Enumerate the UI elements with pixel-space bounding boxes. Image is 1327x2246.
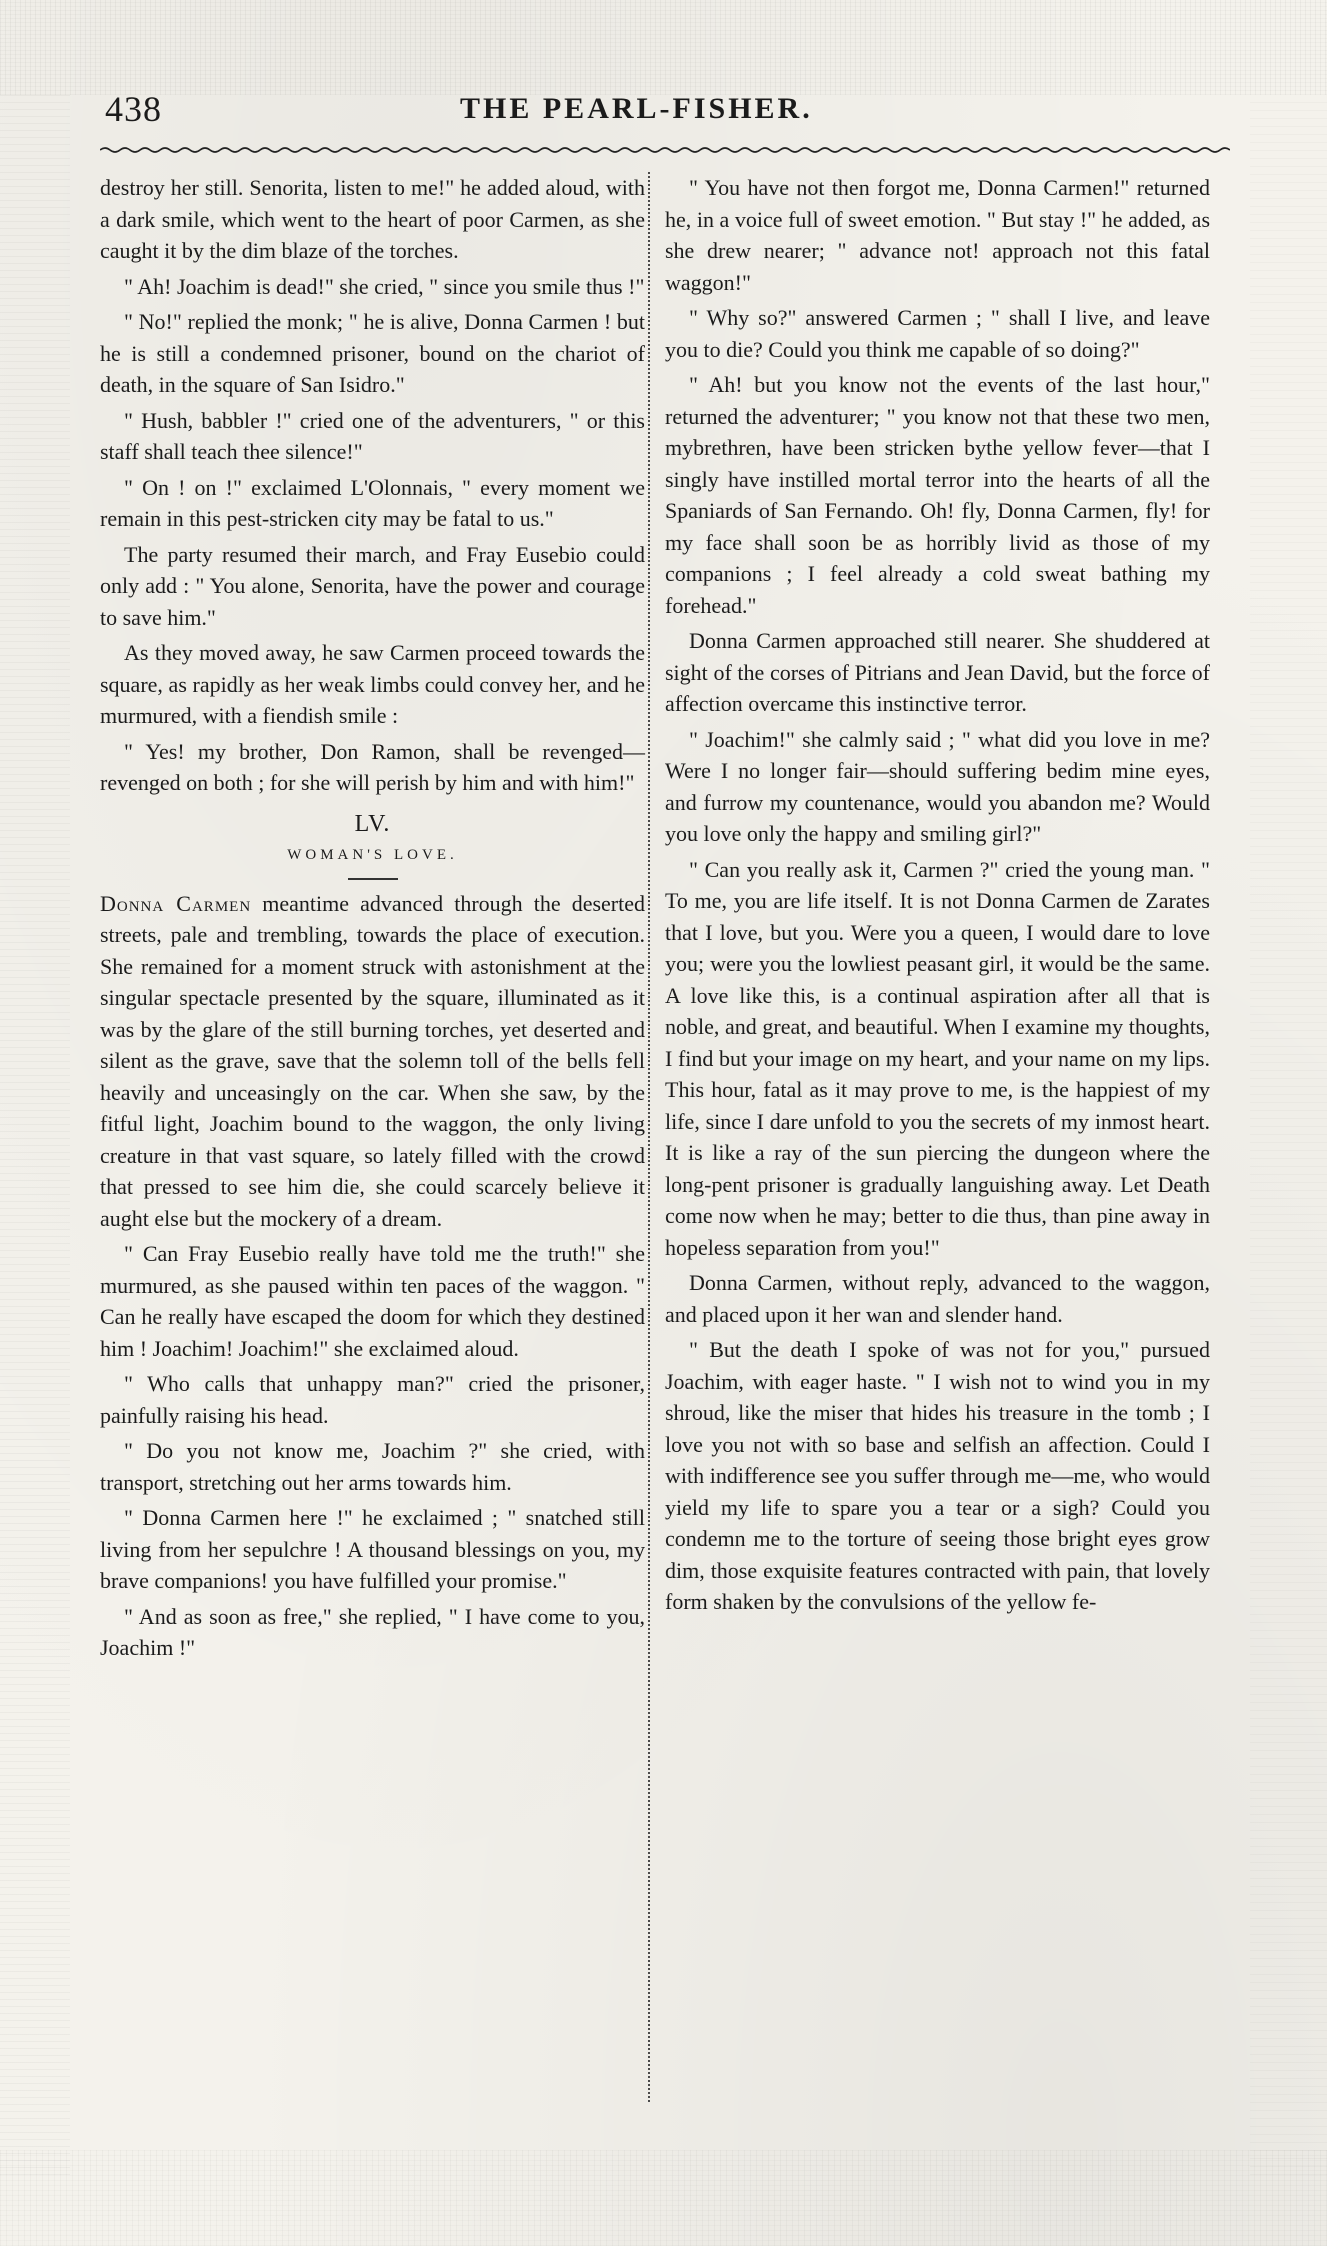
- paragraph: " No!" replied the monk; " he is alive, Donna Carmen ! but he is still a condemned prisoner, bound on the chariot of death, in the square of San Isidro.": [100, 309, 645, 397]
- right-column: [665, 172, 1210, 1622]
- paragraph: " And as soon as free," she replied, " I have come to you, Joachim !": [100, 1603, 645, 1660]
- paragraph: " Ah! Joachim is dead!" she cried, " since you smile thus !": [124, 273, 645, 299]
- paragraph: " Can you really ask it, Carmen ?" cried the young man. " To me, you are life itself. It is not Donna Carmen de Zarates that I love, but you. Were you a queen, I would dare to love you; were you the lowliest peasant girl, it would be the same. A love like this, is a continual aspiration after all that is noble, and great, and beautiful. When I examine my thoughts, I find but your image on my heart, and your name on my lips. This hour, fatal as it may prove to me, is the happiest of my life, since I dare unfold to you the secrets of my inmost heart. It is like a ray of the sun piercing the dungeon where the long-pent prisoner is gradually languishing away. Let Death come now when he may; better to die thus, than pine away in hopeless separation from you!": [665, 856, 1210, 1260]
- chapter-opening-text: meantime advanced through the deserted streets, pale and trembling, towards the place of execution. She remained for a moment struck with astonishment at the singular spectacle presented by the square, illuminated as it was by the glare of the still burning torches, yet deserted and silent as the grave, save that the solemn toll of the bells fell heavily and unceasingly on the car. When she saw, by the fitful light, Joachim bound to the waggon, the only living creature in that vast square, so lately filled with the crowd that pressed to see him die, she could scarcely believe it aught else but the mockery of a dream.: [100, 890, 645, 1231]
- chapter-title: WOMAN'S LOVE.: [287, 847, 458, 863]
- paragraph: " On ! on !" exclaimed L'Olonnais, " every moment we remain in this pest-stricken city may be fatal to us.": [100, 474, 645, 531]
- paragraph: " Donna Carmen here !" he exclaimed ; " snatched still living from her sepulchre ! A thousand blessings on you, my brave companions! you have fulfilled your promise.": [100, 1505, 645, 1593]
- page-number: 438: [105, 89, 162, 129]
- running-title: THE PEARL-FISHER.: [460, 92, 813, 125]
- page-header: [100, 88, 1230, 138]
- paragraph: The party resumed their march, and Fray Eusebio could only add : " You alone, Senorita, have the power and courage to save him.": [100, 541, 645, 630]
- paragraph: " Can Fray Eusebio really have told me the truth!" she murmured, as she paused within ten paces of the waggon. " Can he really have escaped the doom for which they destined him ! Joachim! Joachim!" she exclaimed aloud.: [100, 1241, 645, 1361]
- scan-noise-right-edge: [1250, 95, 1327, 2175]
- paragraph: " Ah! but you know not the events of the last hour," returned the adventurer; " you know not that these two men, mybrethren, have been stricken bythe yellow fever—that I singly have instilled mortal terror into the hearts of all the Spaniards of San Fernando. Oh! fly, Donna Carmen, fly! for my face shall soon be as horribly livid as those of my companions ; I feel already a cold sweat bathing my forehead.": [665, 372, 1210, 618]
- scan-noise-top: [0, 0, 1327, 95]
- scan-noise-bottom: [0, 2150, 1327, 2246]
- paragraph: Donna Carmen approached still nearer. She shuddered at sight of the corses of Pitrians and Jean David, but the force of affection overcame this instinctive terror.: [665, 628, 1210, 716]
- chapter-opening-words: Donna Carmen: [100, 890, 252, 916]
- paragraph: " But the death I spoke of was not for you," pursued Joachim, with eager haste. " I wish not to wind you in my shroud, like the miser that hides his treasure in the tomb ; I love you not with so base and selfish an affection. Could I with indifference see you suffer through me—me, who would yield my life to spare you a tear or a sigh? Could you condemn me to the torture of seeing those bright eyes grow dim, those exquisite features contracted with pain, that lovely form shaken by the convulsions of the yellow fe-: [665, 1337, 1210, 1614]
- column-divider: [648, 172, 652, 2102]
- paragraph: destroy her still. Senorita, listen to me!" he added aloud, with a dark smile, which went to the heart of poor Carmen, as she caught it by the dim blaze of the torches.: [100, 175, 645, 263]
- scan-noise-left-edge: [0, 95, 70, 2175]
- paragraph: As they moved away, he saw Carmen proceed towards the square, as rapidly as her weak limbs could convey her, and he murmured, with a fiendish smile :: [100, 640, 645, 728]
- paragraph: " Hush, babbler !" cried one of the adventurers, " or this staff shall teach thee silence!": [100, 407, 645, 464]
- paragraph: " Why so?" answered Carmen ; " shall I live, and leave you to die? Could you think me capable of so doing?": [665, 305, 1210, 362]
- paragraph: " Who calls that unhappy man?" cried the prisoner, painfully raising his head.: [100, 1371, 645, 1428]
- paragraph: " Do you not know me, Joachim ?" she cried, with transport, stretching out her arms towards him.: [100, 1438, 645, 1495]
- chapter-rule: [348, 878, 398, 880]
- left-column: [100, 172, 645, 1668]
- chapter-number: LV.: [354, 810, 391, 837]
- chapter-opening-paragraph: [100, 888, 645, 1235]
- paragraph: " Joachim!" she calmly said ; " what did you love in me? Were I no longer fair—should suffering bedim mine eyes, and furrow my countenance, would you abandon me? Would you love only the happy and smiling girl?": [665, 726, 1210, 846]
- header-wavy-rule: [100, 146, 1230, 154]
- paragraph: " Yes! my brother, Don Ramon, shall be revenged—revenged on both ; for she will perish by him and with him!": [100, 738, 645, 795]
- paragraph: " You have not then forgot me, Donna Carmen!" returned he, in a voice full of sweet emotion. " But stay !" he added, as she drew nearer; " advance not! approach not this fatal waggon!": [665, 175, 1210, 295]
- paragraph: Donna Carmen, without reply, advanced to the waggon, and placed upon it her wan and slender hand.: [665, 1270, 1210, 1327]
